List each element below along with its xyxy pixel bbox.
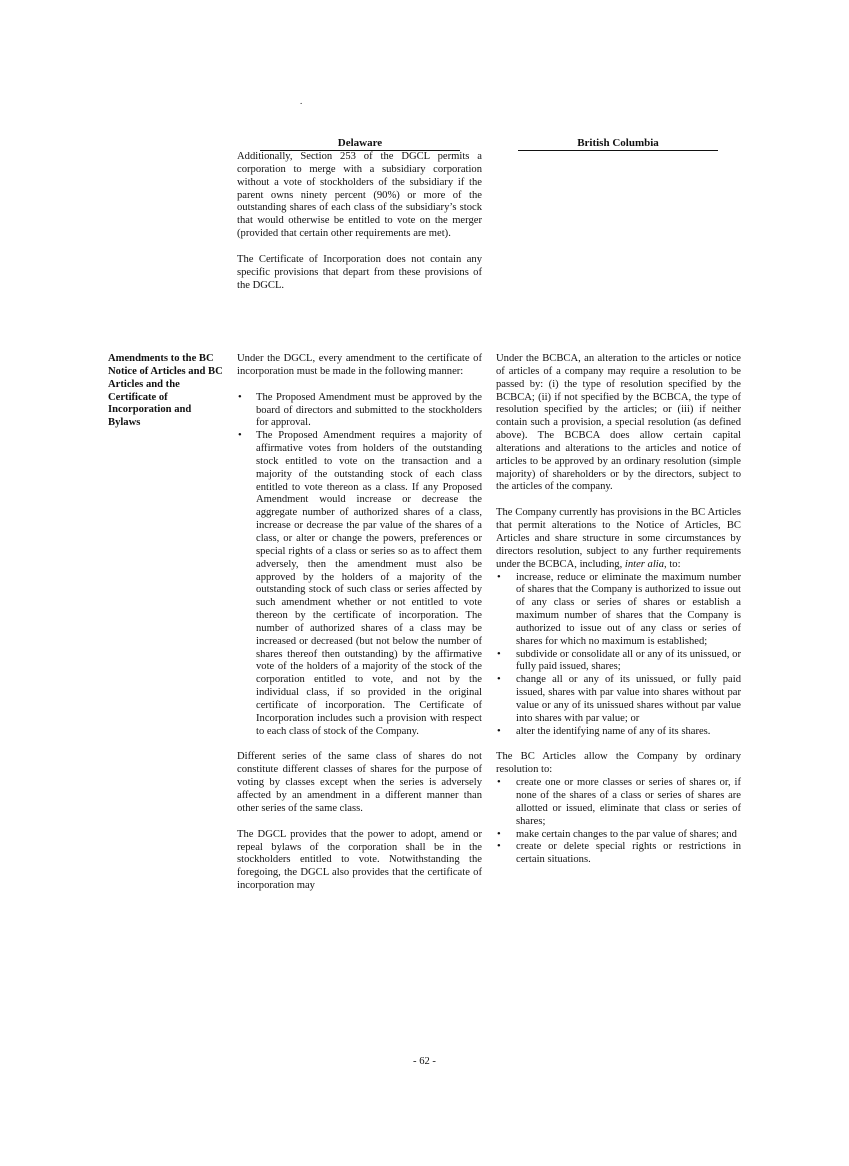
delaware-merger-continuation — [237, 151, 482, 292]
page-number: - 62 - — [413, 1056, 436, 1067]
list-item: • make certain changes to the par value of shares; and — [496, 829, 741, 842]
bc-para-text: The Company currently has provisions in the BC Articles that permit alterations to the Notice of Articles, BC Articles and share structure in some circumstances by directors resolution, subject to any further requirements under the BCBCA, including, — [496, 507, 741, 570]
bc-amendments-column — [496, 353, 741, 867]
list-item: • change all or any of its unissued, or fully paid issued, shares with par value into shares without par value or any of its unissued shares without par value into shares with par value; or — [496, 674, 741, 725]
column-header-british-columbia: British Columbia — [518, 137, 718, 151]
delaware-bylaws-paragraph: The DGCL provides that the power to adopt, amend or repeal bylaws of the corporation shall be in the stockholders entitled to vote. Notwithstanding the foregoing, the DGCL also provides that the certificate of incorporation may — [237, 828, 482, 892]
stray-mark: . — [300, 96, 303, 106]
delaware-amendments-intro: Under the DGCL, every amendment to the certificate of incorporation must be made in the following manner: — [237, 353, 482, 377]
row-label-amendments: Amendments to the BC Notice of Articles and BC Articles and the Certificate of Incorporation and Bylaws — [108, 353, 223, 429]
bc-directors-powers-list — [496, 572, 741, 739]
list-item: • increase, reduce or eliminate the maximum number of shares that the Company is authorized to issue out of any class or series of shares or establish a maximum number of shares that the Company is authorized to issue out of any class or series of shares for which no maximum is established; — [496, 572, 741, 649]
bc-ordinary-resolution-paragraph: The BC Articles allow the Company by ordinary resolution to: — [496, 751, 741, 776]
delaware-amendment-steps — [237, 392, 482, 739]
bc-alteration-paragraph: Under the BCBCA, an alteration to the articles or notice of articles of a company may require a resolution to be passed by: (i) the type of resolution specified by the BCBCA; (ii) if not specified by the BCBCA, the type of resolution specified by the articles; or (iii) if neither contain such a provision, a special resolution (as defined above). The BCBCA does allow certain capital alterations and alterations to the articles and notice of articles to be approved by an ordinary resolution (simple majority) of shareholders or by the directors, subject to the articles of the company. — [496, 353, 741, 493]
delaware-certificate-paragraph: The Certificate of Incorporation does not contain any specific provisions that depart from these provisions of the DGCL. — [237, 253, 482, 291]
inter-alia-italic: inter alia — [624, 558, 665, 570]
column-header-delaware: Delaware — [260, 137, 460, 151]
list-item: • subdivide or consolidate all or any of its unissued, or fully paid issued, shares; — [496, 649, 741, 675]
bc-directors-resolution-paragraph — [496, 507, 741, 571]
delaware-section-253-paragraph: Additionally, Section 253 of the DGCL permits a corporation to merge with a subsidiary corporation without a vote of stockholders of the subsidiary if the parent owns ninety percent (90%) or more of the outstanding shares of each class of the subsidiary’s stock that would otherwise be entitled to vote on the merger (provided that certain other requirements are met). — [237, 151, 482, 240]
delaware-amendments-column — [237, 353, 482, 893]
list-item: • create or delete special rights or restrictions in certain situations. — [496, 841, 741, 867]
delaware-series-paragraph: Different series of the same class of shares do not constitute different classes of shares for the purpose of voting by classes except when the series is adversely affected by an amendment in a different manner than other series of the same class. — [237, 751, 482, 814]
list-item: • alter the identifying name of any of its shares. — [496, 726, 741, 739]
list-item: • The Proposed Amendment requires a majority of affirmative votes from holders of the outstanding stock entitled to vote on the transaction and a majority of the outstanding stock of each class entitled to vote thereon as a class. If any Proposed Amendment would increase or decrease the aggregate number of authorized shares of a class, increase or decrease the par value of the shares of a class, or alter or change the powers, preferences or special rights of a class or series so as to affect them adversely, then the amendment must also be approved by the holders of a majority of the outstanding stock of such class or series affected by such amendment whether or not entitled to vote thereon by the certificate of incorporation. The number of authorized shares of a class may be increased or decreased (but not below the number of shares thereof then outstanding) by the affirmative vote of the holders of a majority of the stock of the corporation entitled to vote, and not by the individual class, if so provided in the original certificate of incorporation. The Certificate of Incorporation includes such a provision with respect to each class of stock of the Company. — [237, 430, 482, 738]
list-item: • create one or more classes or series of shares or, if none of the shares of a class or series of shares are allotted or issued, eliminate that class or series of shares; — [496, 777, 741, 828]
list-item: • The Proposed Amendment must be approved by the board of directors and submitted to the stockholders for approval. — [237, 392, 482, 431]
bc-ordinary-resolution-list — [496, 777, 741, 867]
bc-para-text-end: , to: — [664, 558, 681, 570]
